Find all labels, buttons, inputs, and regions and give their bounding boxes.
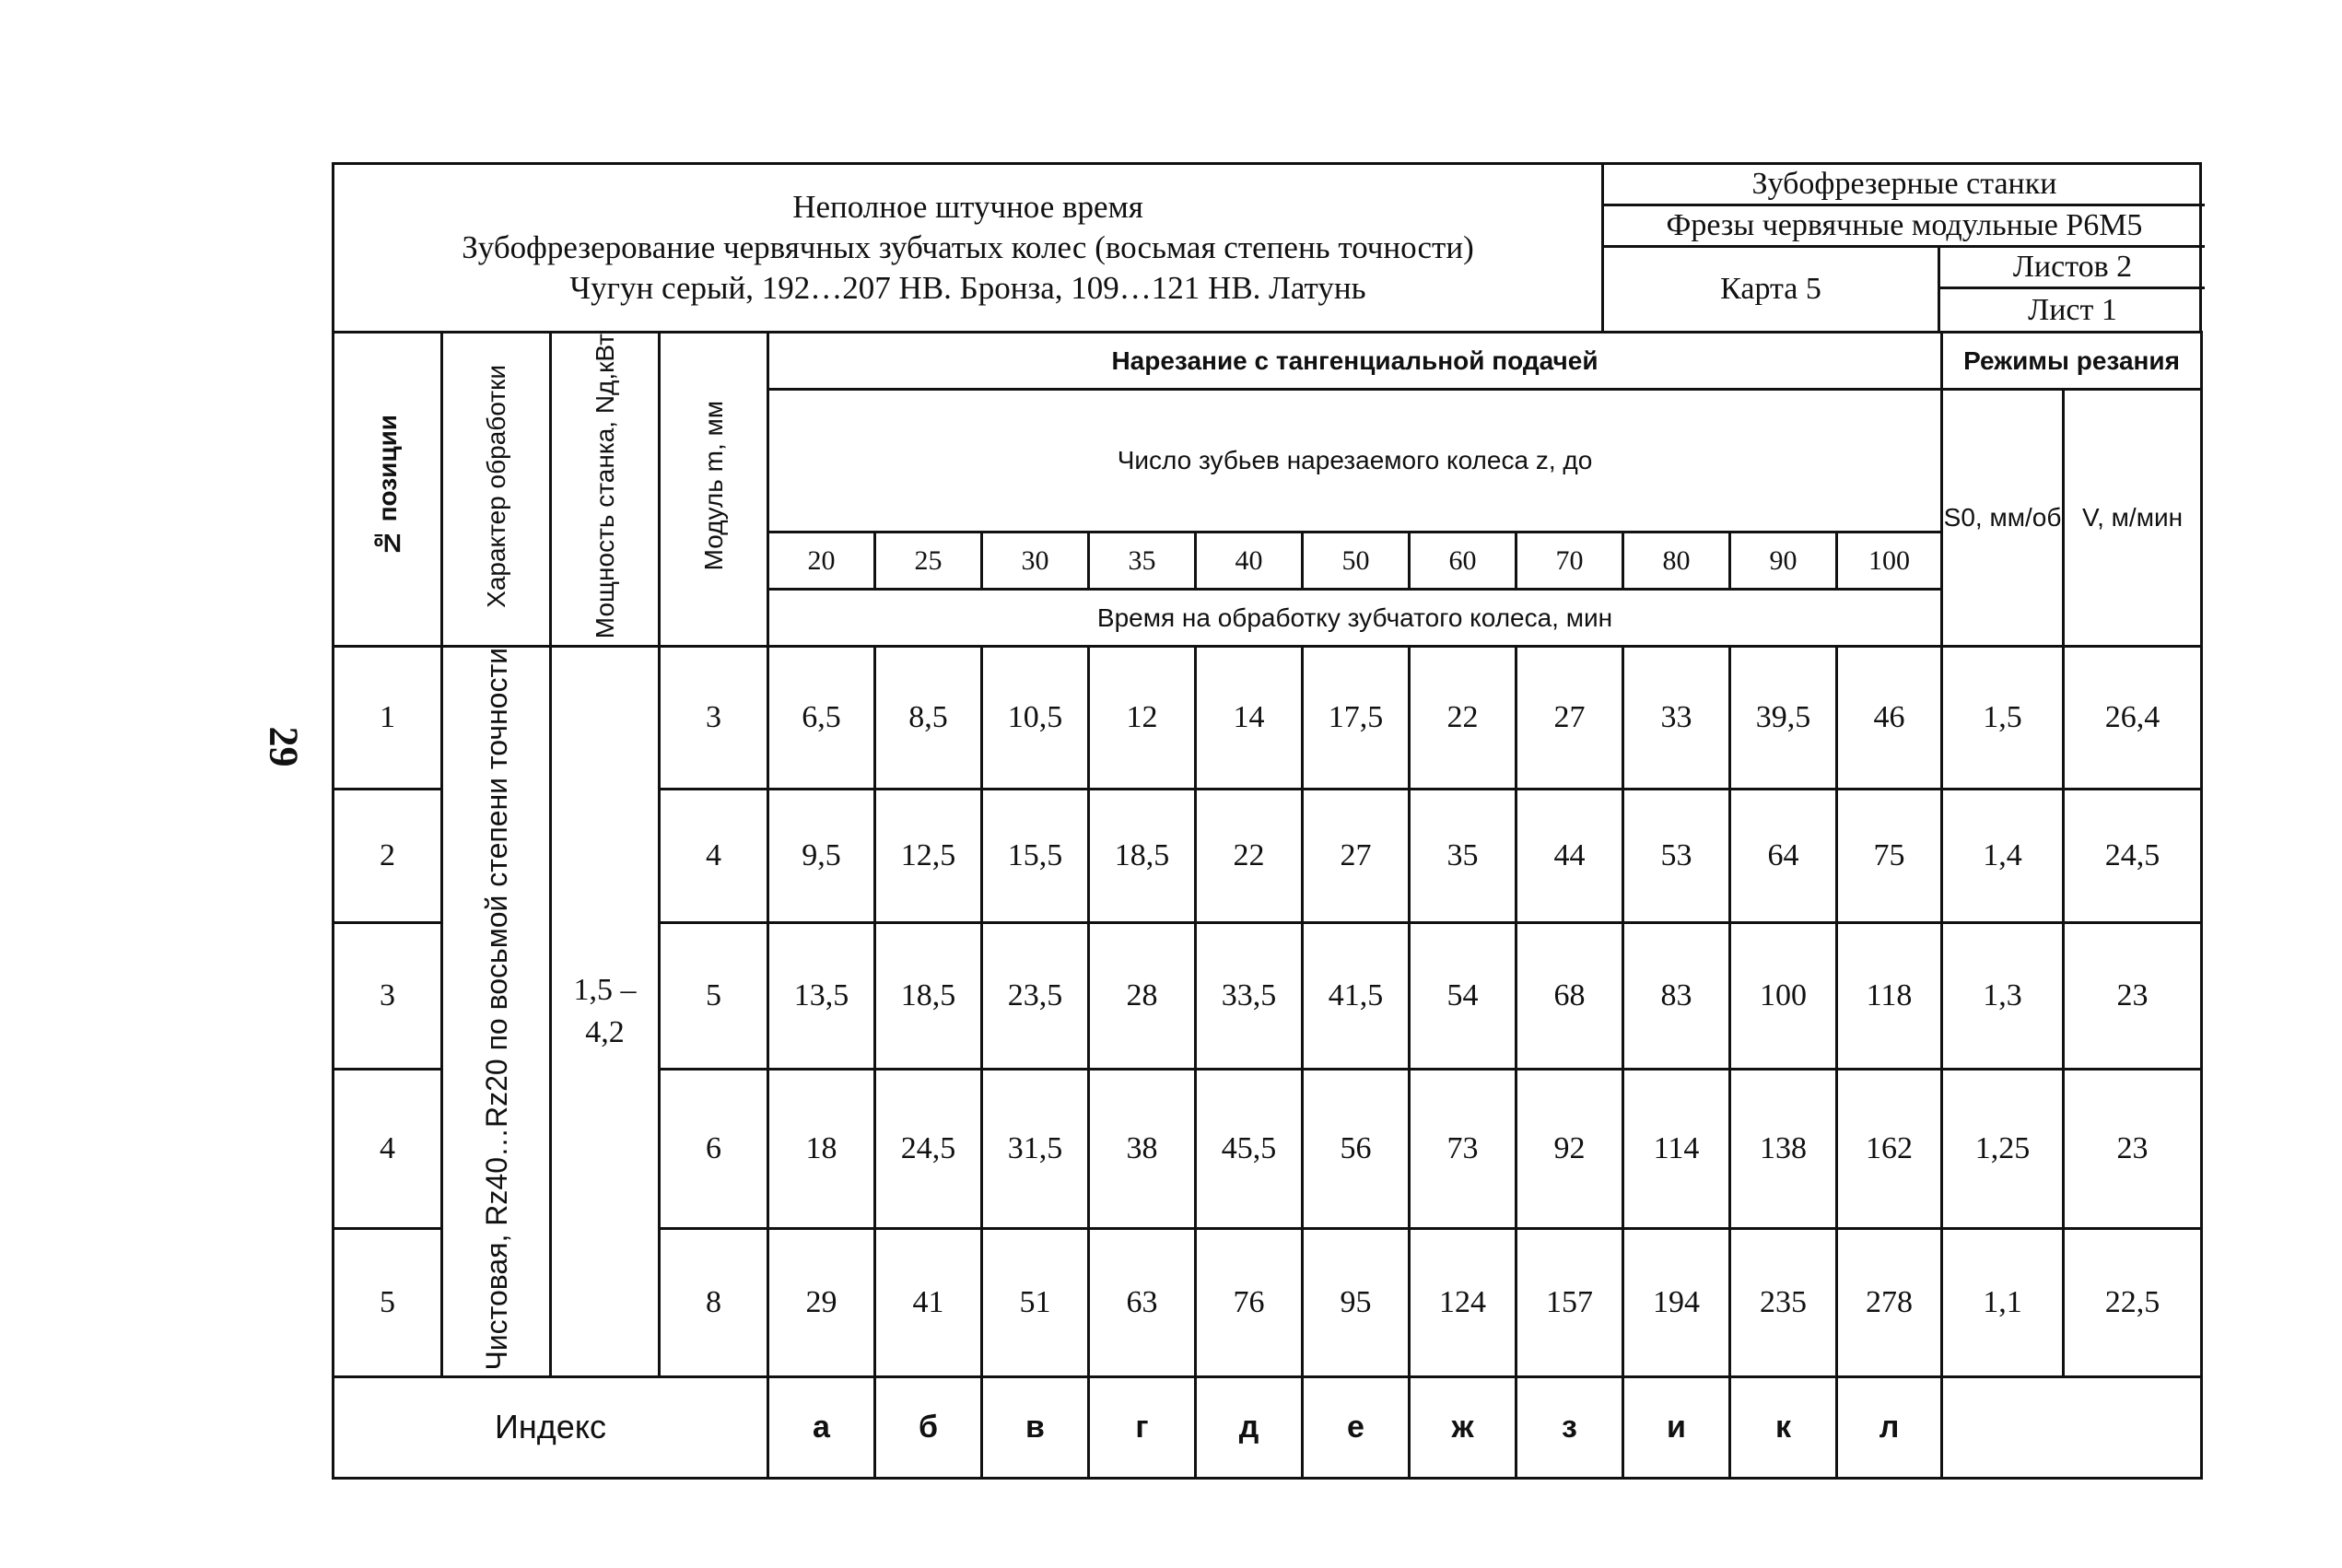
time-label: Время на обработку зубчатого колеса, мин <box>768 590 1942 647</box>
module-cell: 3 <box>660 647 768 790</box>
time-cell: 9,5 <box>768 790 875 923</box>
feed-cell: 1,5 <box>1942 647 2064 790</box>
time-cell: 235 <box>1730 1228 1837 1376</box>
time-cell: 24,5 <box>875 1069 982 1228</box>
time-cell: 45,5 <box>1196 1069 1303 1228</box>
time-cell: 194 <box>1623 1228 1730 1376</box>
time-cell: 73 <box>1410 1069 1516 1228</box>
index-empty-cell <box>1942 1376 2202 1478</box>
time-cell: 23,5 <box>982 923 1089 1070</box>
teeth-value: 60 <box>1410 532 1516 590</box>
sheet-number: Лист 1 <box>2028 292 2117 327</box>
normative-card <box>332 162 2202 1480</box>
time-cell: 13,5 <box>768 923 875 1070</box>
time-cell: 17,5 <box>1303 647 1410 790</box>
col-processing-header: Характер обработки <box>442 333 551 647</box>
teeth-value: 40 <box>1196 532 1303 590</box>
index-letter: з <box>1516 1376 1623 1478</box>
feed-cell: 1,3 <box>1942 923 2064 1070</box>
time-cell: 8,5 <box>875 647 982 790</box>
module-cell: 8 <box>660 1228 768 1376</box>
time-cell: 44 <box>1516 790 1623 923</box>
time-cell: 157 <box>1516 1228 1623 1376</box>
table-row <box>334 647 2202 790</box>
time-cell: 12,5 <box>875 790 982 923</box>
time-cell: 46 <box>1837 647 1942 790</box>
feed-header: S0, мм/об <box>1942 390 2064 647</box>
time-cell: 22 <box>1410 647 1516 790</box>
time-cell: 83 <box>1623 923 1730 1070</box>
time-cell: 18 <box>768 1069 875 1228</box>
time-cell: 33,5 <box>1196 923 1303 1070</box>
time-cell: 10,5 <box>982 647 1089 790</box>
sheets-total: Листов 2 <box>1940 248 2205 289</box>
index-letter: е <box>1303 1376 1410 1478</box>
power-cell <box>551 647 660 1377</box>
index-letter: а <box>768 1376 875 1478</box>
time-cell: 29 <box>768 1228 875 1376</box>
time-cell: 100 <box>1730 923 1837 1070</box>
teeth-value: 90 <box>1730 532 1837 590</box>
teeth-value: 70 <box>1516 532 1623 590</box>
time-cell: 15,5 <box>982 790 1089 923</box>
speed-cell: 26,4 <box>2064 647 2202 790</box>
card-number: Карта 5 <box>1604 248 1940 331</box>
teeth-value: 100 <box>1837 532 1942 590</box>
time-cell: 38 <box>1089 1069 1196 1228</box>
time-cell: 18,5 <box>875 923 982 1070</box>
speed-cell: 23 <box>2064 923 2202 1070</box>
col-position-header: № позиции <box>334 333 442 647</box>
title-line-1: Неполное штучное время <box>792 189 1143 225</box>
time-cell: 14 <box>1196 647 1303 790</box>
card-title <box>334 165 1604 331</box>
time-cell: 6,5 <box>768 647 875 790</box>
index-letter: д <box>1196 1376 1303 1478</box>
time-cell: 53 <box>1623 790 1730 923</box>
time-cell: 75 <box>1837 790 1942 923</box>
feed-cell: 1,25 <box>1942 1069 2064 1228</box>
time-cell: 114 <box>1623 1069 1730 1228</box>
time-cell: 27 <box>1303 790 1410 923</box>
machine-type: Зубофрезерные станки <box>1604 165 2205 206</box>
position-cell: 4 <box>334 1069 442 1228</box>
time-cell: 56 <box>1303 1069 1410 1228</box>
time-cell: 35 <box>1410 790 1516 923</box>
page-number: 29 <box>261 726 307 767</box>
index-letter: г <box>1089 1376 1196 1478</box>
teeth-value: 35 <box>1089 532 1196 590</box>
position-cell: 2 <box>334 790 442 923</box>
time-cell: 278 <box>1837 1228 1942 1376</box>
time-cell: 33 <box>1623 647 1730 790</box>
time-cell: 27 <box>1516 647 1623 790</box>
teeth-value: 25 <box>875 532 982 590</box>
teeth-value: 50 <box>1303 532 1410 590</box>
time-cell: 12 <box>1089 647 1196 790</box>
power-value-line: 1,5 – <box>573 972 637 1007</box>
feed-cell: 1,4 <box>1942 790 2064 923</box>
tool-type: Фрезы червячные модульные Р6М5 <box>1604 206 2205 248</box>
time-cell: 54 <box>1410 923 1516 1070</box>
time-cell: 138 <box>1730 1069 1837 1228</box>
time-cell: 118 <box>1837 923 1942 1070</box>
index-letter: б <box>875 1376 982 1478</box>
index-label: Индекс <box>334 1376 768 1478</box>
time-cell: 18,5 <box>1089 790 1196 923</box>
cutting-group-header: Нарезание с тангенциальной подачей <box>768 333 1942 390</box>
title-line-2: Зубофрезерование червячных зубчатых колес (восьмая степень точности) <box>462 229 1474 265</box>
index-letter: ж <box>1410 1376 1516 1478</box>
teeth-value: 80 <box>1623 532 1730 590</box>
time-cell: 162 <box>1837 1069 1942 1228</box>
index-letter: л <box>1837 1376 1942 1478</box>
speed-cell: 22,5 <box>2064 1228 2202 1376</box>
feed-cell: 1,1 <box>1942 1228 2064 1376</box>
time-cell: 64 <box>1730 790 1837 923</box>
module-cell: 6 <box>660 1069 768 1228</box>
time-table <box>332 331 2203 1480</box>
time-cell: 92 <box>1516 1069 1623 1228</box>
time-cell: 124 <box>1410 1228 1516 1376</box>
card-meta <box>1604 165 2205 331</box>
time-cell: 39,5 <box>1730 647 1837 790</box>
index-letter: и <box>1623 1376 1730 1478</box>
col-power-header: Мощность станка, Nд,кВт <box>551 333 660 647</box>
col-module-header: Модуль m, мм <box>660 333 768 647</box>
time-cell: 68 <box>1516 923 1623 1070</box>
index-letter: к <box>1730 1376 1837 1478</box>
time-cell: 22 <box>1196 790 1303 923</box>
processing-cell: Чистовая, Rz40…Rz20 по восьмой степени точности <box>442 647 551 1377</box>
card-header <box>332 162 2202 331</box>
time-cell: 51 <box>982 1228 1089 1376</box>
module-cell: 5 <box>660 923 768 1070</box>
title-line-3: Чугун серый, 192…207 НВ. Бронза, 109…121 НВ. Латунь <box>569 270 1366 306</box>
teeth-value: 20 <box>768 532 875 590</box>
power-value-line: 4,2 <box>585 1014 625 1049</box>
index-letter: в <box>982 1376 1089 1478</box>
teeth-label: Число зубьев нарезаемого колеса z, до <box>768 390 1942 532</box>
time-cell: 63 <box>1089 1228 1196 1376</box>
modes-group-header: Режимы резания <box>1942 333 2202 390</box>
position-cell: 1 <box>334 647 442 790</box>
speed-cell: 24,5 <box>2064 790 2202 923</box>
time-cell: 41,5 <box>1303 923 1410 1070</box>
time-cell: 28 <box>1089 923 1196 1070</box>
speed-cell: 23 <box>2064 1069 2202 1228</box>
position-cell: 3 <box>334 923 442 1070</box>
module-cell: 4 <box>660 790 768 923</box>
time-cell: 31,5 <box>982 1069 1089 1228</box>
time-cell: 76 <box>1196 1228 1303 1376</box>
speed-header: V, м/мин <box>2064 390 2202 647</box>
time-cell: 41 <box>875 1228 982 1376</box>
time-cell: 95 <box>1303 1228 1410 1376</box>
teeth-value: 30 <box>982 532 1089 590</box>
index-row <box>334 1376 2202 1478</box>
position-cell: 5 <box>334 1228 442 1376</box>
